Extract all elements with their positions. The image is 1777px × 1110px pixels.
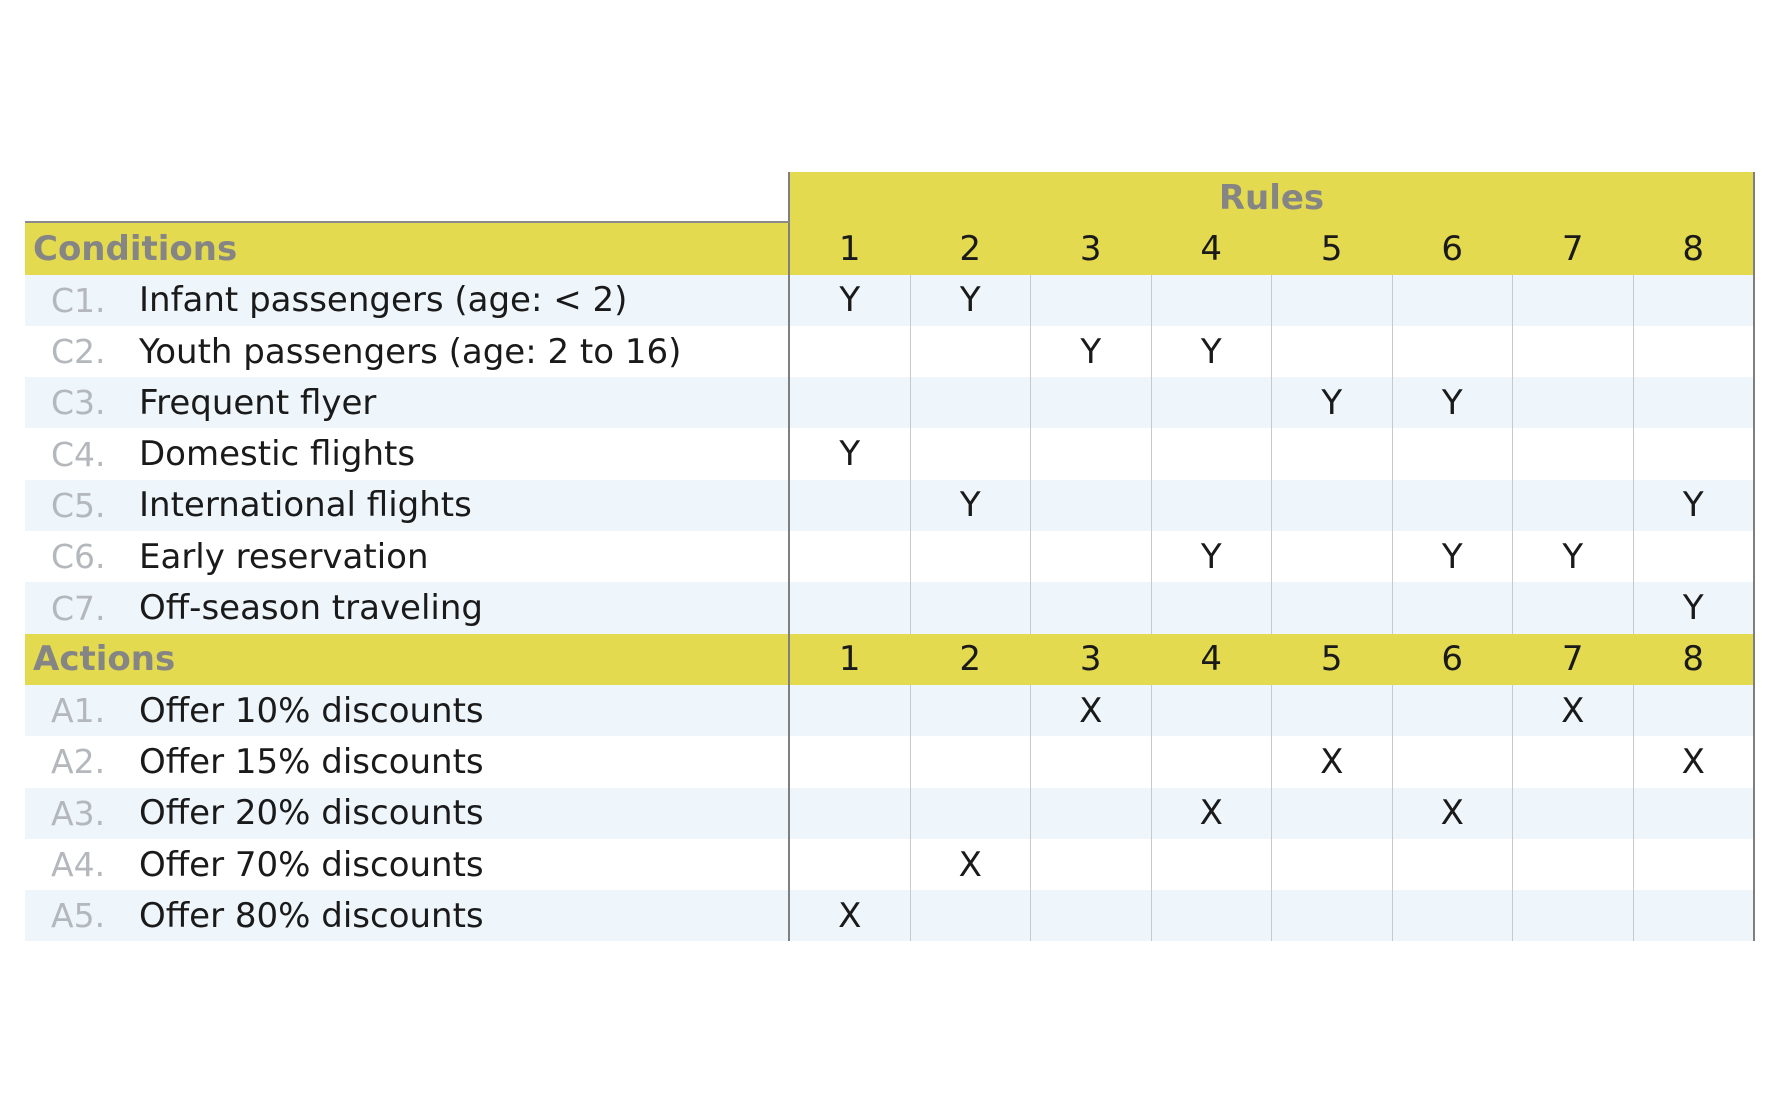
rule-number-5: 5 [1272, 223, 1393, 274]
action-rule-cell: X [1634, 736, 1756, 787]
condition-rule-cell [1031, 428, 1152, 479]
condition-rule-cell [1272, 480, 1393, 531]
condition-rule-cell [1272, 326, 1393, 377]
actions-title-cell [25, 634, 790, 685]
action-rule-cell [1272, 788, 1393, 839]
action-rule-cell [1634, 890, 1756, 941]
condition-label-cell [25, 582, 790, 633]
action-label-cell [25, 890, 790, 941]
condition-description: Early reservation [139, 536, 429, 577]
condition-rule-cell [911, 531, 1032, 582]
action-row [25, 685, 1755, 736]
action-rule-cell [1031, 890, 1152, 941]
action-row [25, 839, 1755, 890]
action-rule-cell [1152, 839, 1273, 890]
action-rule-cell [1152, 890, 1273, 941]
action-label-cell [25, 839, 790, 890]
rule-number-8: 8 [1634, 223, 1756, 274]
action-row [25, 788, 1755, 839]
action-rule-cell [911, 890, 1032, 941]
action-code: A2. [51, 742, 106, 782]
action-rule-cell [1393, 890, 1514, 941]
condition-rule-cell: Y [911, 480, 1032, 531]
action-code: A3. [51, 793, 106, 833]
condition-description: Domestic flights [139, 434, 416, 475]
condition-rule-cell [1634, 326, 1756, 377]
condition-code: C3. [51, 383, 106, 423]
condition-rule-cell [1634, 428, 1756, 479]
condition-rule-cell [1152, 377, 1273, 428]
action-rule-cell [1634, 685, 1756, 736]
condition-rule-cell [790, 326, 911, 377]
action-rule-cell [1031, 839, 1152, 890]
condition-code: C2. [51, 332, 106, 372]
condition-description: Frequent flyer [139, 382, 377, 423]
condition-row [25, 582, 1755, 633]
action-rule-cell [790, 685, 911, 736]
condition-label-cell [25, 480, 790, 531]
condition-row [25, 428, 1755, 479]
condition-rule-cell [1513, 480, 1634, 531]
action-row [25, 736, 1755, 787]
condition-rule-cell [1152, 480, 1273, 531]
action-description: Offer 15% discounts [139, 741, 484, 782]
condition-rule-cell: Y [1513, 531, 1634, 582]
action-rule-cell [1393, 685, 1514, 736]
condition-rule-cell [1513, 428, 1634, 479]
condition-row [25, 531, 1755, 582]
rule-number-1: 1 [790, 634, 911, 685]
table-body [25, 223, 1755, 941]
action-rule-cell: X [1152, 788, 1273, 839]
condition-rule-cell [911, 326, 1032, 377]
condition-rule-cell [1031, 531, 1152, 582]
condition-rule-cell: Y [1393, 377, 1514, 428]
action-rule-cell [1152, 736, 1273, 787]
condition-rule-cell [1513, 275, 1634, 326]
condition-label-cell [25, 275, 790, 326]
action-rule-cell [911, 788, 1032, 839]
condition-rule-cell [1634, 275, 1756, 326]
condition-rule-cell [1272, 275, 1393, 326]
condition-rule-cell [1272, 428, 1393, 479]
condition-rule-cell [790, 480, 911, 531]
condition-rule-cell [1152, 428, 1273, 479]
action-code: A1. [51, 691, 106, 731]
condition-code: C5. [51, 485, 106, 525]
condition-rule-cell: Y [1272, 377, 1393, 428]
decision-table [25, 172, 1755, 941]
actions-title: Actions [33, 639, 176, 680]
action-rule-cell [1152, 685, 1273, 736]
condition-rule-cell: Y [911, 275, 1032, 326]
rule-number-4: 4 [1152, 223, 1273, 274]
action-rule-cell [1634, 788, 1756, 839]
action-rule-cell: X [790, 890, 911, 941]
condition-label-cell [25, 377, 790, 428]
condition-rule-cell: Y [1152, 531, 1273, 582]
condition-rule-cell: Y [790, 428, 911, 479]
conditions-title: Conditions [33, 228, 238, 269]
rule-number-4: 4 [1152, 634, 1273, 685]
action-rule-cell [1393, 736, 1514, 787]
condition-rule-cell [1393, 480, 1514, 531]
condition-rule-cell [790, 377, 911, 428]
action-label-cell [25, 736, 790, 787]
condition-rule-cell [1513, 326, 1634, 377]
action-rule-cell [1634, 839, 1756, 890]
action-rule-cell: X [911, 839, 1032, 890]
condition-code: C4. [51, 434, 106, 474]
condition-label-cell [25, 428, 790, 479]
action-row [25, 890, 1755, 941]
action-code: A5. [51, 896, 106, 936]
rule-number-7: 7 [1513, 223, 1634, 274]
rules-title: Rules [790, 172, 1755, 223]
action-rule-cell [1272, 839, 1393, 890]
condition-rule-cell: Y [1031, 326, 1152, 377]
condition-rule-cell: Y [790, 275, 911, 326]
condition-description: Infant passengers (age: < 2) [139, 280, 628, 321]
condition-rule-cell [1031, 480, 1152, 531]
condition-code: C7. [51, 588, 106, 628]
condition-rule-cell: Y [1634, 480, 1756, 531]
action-label-cell [25, 685, 790, 736]
condition-description: Youth passengers (age: 2 to 16) [139, 331, 682, 372]
condition-rule-cell [911, 428, 1032, 479]
condition-rule-cell [1393, 428, 1514, 479]
rule-number-2: 2 [911, 223, 1032, 274]
rule-number-8: 8 [1634, 634, 1756, 685]
condition-rule-cell [1031, 582, 1152, 633]
condition-rule-cell [1513, 377, 1634, 428]
condition-row [25, 326, 1755, 377]
action-rule-cell: X [1031, 685, 1152, 736]
action-rule-cell [790, 839, 911, 890]
condition-rule-cell: Y [1152, 326, 1273, 377]
rule-number-6: 6 [1393, 634, 1514, 685]
action-rule-cell: X [1393, 788, 1514, 839]
condition-rule-cell [1634, 377, 1756, 428]
action-rule-cell [1513, 890, 1634, 941]
action-rule-cell [790, 736, 911, 787]
rule-number-5: 5 [1272, 634, 1393, 685]
condition-rule-cell [1031, 275, 1152, 326]
action-code: A4. [51, 845, 106, 884]
action-rule-cell [1031, 788, 1152, 839]
action-rule-cell [1513, 736, 1634, 787]
condition-code: C1. [51, 280, 106, 320]
rule-number-7: 7 [1513, 634, 1634, 685]
condition-rule-cell [1513, 582, 1634, 633]
action-description: Offer 70% discounts [139, 844, 484, 885]
action-rule-cell: X [1272, 736, 1393, 787]
rule-number-3: 3 [1031, 634, 1152, 685]
condition-rule-cell [1272, 582, 1393, 633]
conditions-title-cell [25, 223, 790, 274]
condition-rule-cell [1393, 326, 1514, 377]
condition-rule-cell [911, 582, 1032, 633]
rule-number-2: 2 [911, 634, 1032, 685]
action-rule-cell [1513, 839, 1634, 890]
action-rule-cell [911, 685, 1032, 736]
condition-label-cell [25, 326, 790, 377]
action-rule-cell [1031, 736, 1152, 787]
conditions-header-row [25, 223, 1755, 274]
condition-rule-cell [1272, 531, 1393, 582]
action-rule-cell [1513, 788, 1634, 839]
action-description: Offer 80% discounts [139, 895, 484, 936]
action-rule-cell [1393, 839, 1514, 890]
condition-rule-cell [911, 377, 1032, 428]
action-rule-cell [1272, 685, 1393, 736]
condition-row [25, 377, 1755, 428]
actions-header-row [25, 634, 1755, 685]
condition-rule-cell [1393, 275, 1514, 326]
condition-rule-cell [790, 582, 911, 633]
condition-rule-cell [1152, 582, 1273, 633]
condition-rule-cell: Y [1393, 531, 1514, 582]
rules-title-spacer [25, 172, 790, 223]
condition-code: C6. [51, 537, 106, 577]
condition-label-cell [25, 531, 790, 582]
condition-rule-cell [1031, 377, 1152, 428]
condition-rule-cell [1634, 531, 1756, 582]
rule-number-1: 1 [790, 223, 911, 274]
action-rule-cell: X [1513, 685, 1634, 736]
condition-rule-cell [1152, 275, 1273, 326]
action-description: Offer 10% discounts [139, 690, 484, 731]
action-description: Offer 20% discounts [139, 793, 484, 834]
action-rule-cell [1272, 890, 1393, 941]
action-rule-cell [911, 736, 1032, 787]
rules-title-row [25, 172, 1755, 223]
condition-rule-cell: Y [1634, 582, 1756, 633]
condition-description: International flights [139, 485, 472, 526]
condition-rule-cell [1393, 582, 1514, 633]
rule-number-3: 3 [1031, 223, 1152, 274]
condition-row [25, 275, 1755, 326]
condition-rule-cell [790, 531, 911, 582]
rule-number-6: 6 [1393, 223, 1514, 274]
action-label-cell [25, 788, 790, 839]
condition-row [25, 480, 1755, 531]
action-rule-cell [790, 788, 911, 839]
condition-description: Off-season traveling [139, 588, 484, 629]
